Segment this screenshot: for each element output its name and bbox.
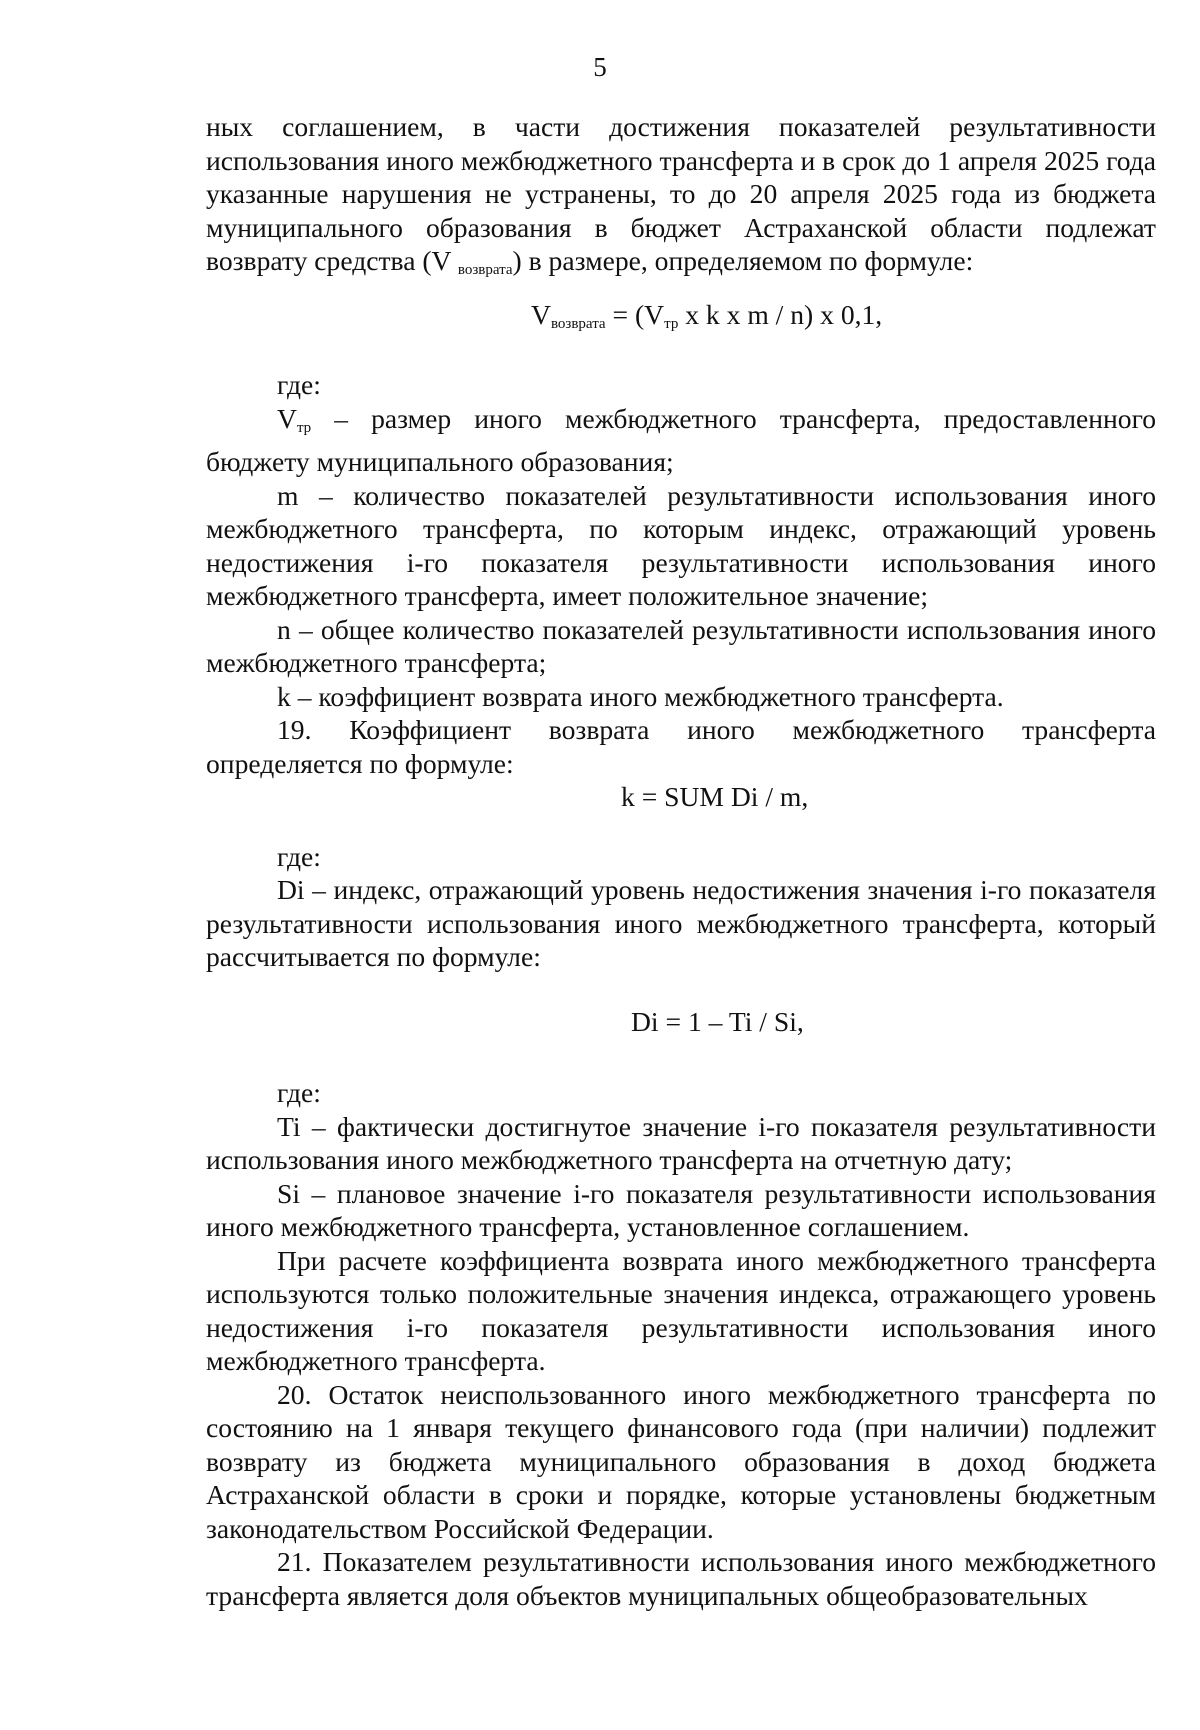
formula-k: k = SUM Di / m, [621, 781, 809, 812]
formula-tr-subscript: тр [664, 315, 679, 332]
definition-di: Di – индекс, отражающий уровень недостижения значения i-го показателя результативности использования иного межбюджетного трансферта, который рассчитывается по формуле: [206, 874, 1156, 972]
where-label-2: где: [277, 840, 321, 872]
vtr-text: – размер иного межбюджетного трансферта, предоставленного бюджету муниципального образования; [206, 402, 1156, 477]
formula-part-a: = (V [605, 298, 665, 330]
formula-di: Di = 1 – Ti / Si, [631, 1005, 804, 1037]
intro-subscript: возврата [457, 262, 513, 278]
intro-text-b: ) в размере, определяемом по формуле: [512, 245, 974, 276]
item-19: 19. Коэффициент возврата иного межбюджетного трансферта определяется по формуле: [206, 714, 1156, 779]
definition-ti: Ti – фактически достигнутое значение i-го показателя результативности использования иного межбюджетного трансферта на отчетную дату; [206, 1110, 1156, 1175]
where-label-3: где: [277, 1077, 321, 1108]
item-21: 21. Показателем результативности использования иного межбюджетного трансферта является доля объектов муниципальных общеобразовательных [206, 1546, 1156, 1611]
item-20: 20. Остаток неиспользованного иного межбюджетного трансферта по состоянию на 1 января текущего финансового года (при наличии) подлежит возврату из бюджета муниципального образования в доход бюджета Астраханской области в сроки и порядке, которые установлены бюджетным законодательством Российской Федерации. [206, 1378, 1156, 1544]
paragraph-intro [206, 110, 1156, 288]
document-body [206, 110, 1156, 1612]
formula-v-subscript: возврата [550, 315, 606, 332]
intro-text-a: ных соглашением, в части достижения показателей результативности использования иного межбюджетного трансферта и в срок до 1 апреля 2025 года указанные нарушения не устранены, то до 20 апреля 2025 года из бюджета муниципального образования в бюджет Астраханской области подлежат возврату средства (V [206, 111, 1156, 276]
paragraph-calculation: При расчете коэффициента возврата иного межбюджетного трансферта используются только положительные значения индекса, отражающего уровень недостижения i-го показателя результативности использования иного межбюджетного трансферта. [206, 1244, 1156, 1376]
page-number: 5 [593, 52, 607, 82]
vtr-symbol: V [277, 402, 297, 434]
definition-vtr [206, 402, 1156, 479]
formula-v-symbol: V [531, 298, 551, 330]
definition-n: n – общее количество показателей результативности использования иного межбюджетного трансферта; [206, 613, 1156, 678]
where-label-1: где: [277, 369, 321, 400]
definition-k: k – коэффициент возврата иного межбюджетного трансферта. [277, 680, 1004, 712]
formula-refund [206, 298, 1156, 332]
definition-si: Si – плановое значение i-го показателя результативности использования иного межбюджетного трансферта, установленное соглашением. [206, 1177, 1156, 1242]
formula-part-b: x k x m / n) x 0,1, [678, 298, 883, 330]
vtr-subscript: тр [296, 419, 312, 436]
definition-m: m – количество показателей результативности использования иного межбюджетного трансферта, по которым индекс, отражающий уровень недостижения i-го показателя результативности использования иного межбюджетного трансферта, имеет положительное значение; [206, 479, 1156, 611]
